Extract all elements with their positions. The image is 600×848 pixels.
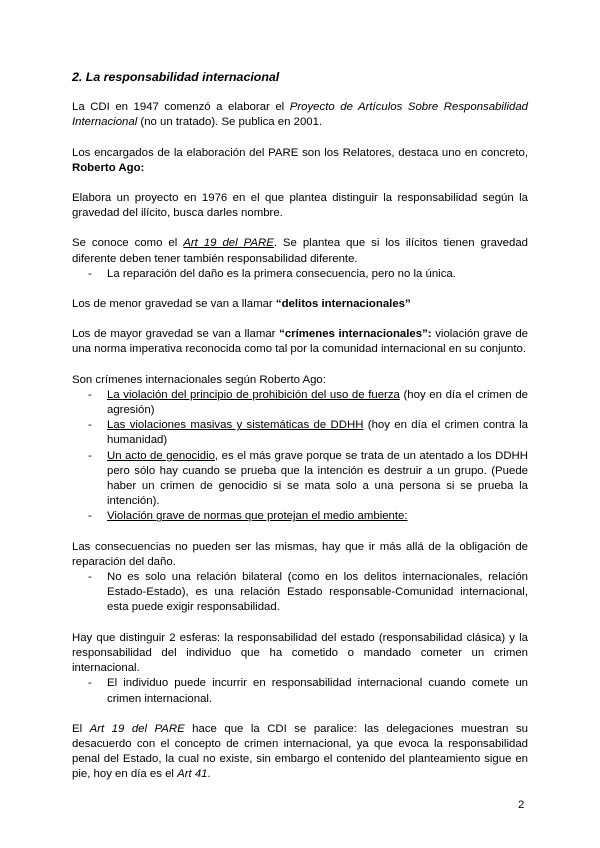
text-run: Los de menor gravedad se van a llamar xyxy=(72,298,276,311)
project-title: Proyecto de Artículos Sobre Responsabilidad Internacional xyxy=(72,101,528,129)
list-item-title: Violación grave de normas que protejan el medio ambiente: xyxy=(107,510,408,523)
paragraph-art-19 xyxy=(72,236,528,266)
paragraph-art-41 xyxy=(72,722,528,783)
text-run: (no un tratado). Se publica en 2001. xyxy=(137,116,323,129)
paragraph-crimenes-list-intro: Son crímenes internacionales según Roberto Ago: xyxy=(72,373,326,386)
paragraph-cdi-1947 xyxy=(72,100,528,130)
relator-name: Roberto Ago: xyxy=(72,161,145,174)
paragraph-esferas: Hay que distinguir 2 esferas: la responsabilidad del estado (responsabilidad clásica) y la responsabilidad del individuo que ha cometido o mandado cometer un crimen internacional. xyxy=(72,631,528,675)
list-item: - El individuo puede incurrir en responsabilidad internacional cuando comete un crimen internacional. xyxy=(72,676,528,706)
delitos-term: “delitos internacionales” xyxy=(275,298,411,311)
paragraph-proyecto-1976: Elabora un proyecto en 1976 en el que plantea distinguir la responsabilidad según la gravedad del ilícito, busca darles nombre. xyxy=(72,192,528,220)
text-run: Se conoce como el xyxy=(72,237,184,250)
art-41-reference: Art 41 xyxy=(177,768,208,781)
paragraph-crimenes xyxy=(72,327,528,357)
text-run: . Se plantea que si los ilícitos tienen gravedad diferente deben tener también responsabilidad diferente. xyxy=(72,237,529,265)
text-run: violación grave de una norma imperativa reconocida como tal por la comunidad internacional en su conjunto. xyxy=(72,328,528,356)
crimenes-term: “crímenes internacionales”: xyxy=(279,328,432,341)
section-heading: 2. La responsabilidad internacional xyxy=(72,70,280,84)
text-run: Los de mayor gravedad se van a llamar xyxy=(72,328,280,341)
art-19-reference: Art 19 del PARE xyxy=(183,237,274,250)
text-run: (hoy en día el crimen contra la humanidad) xyxy=(107,419,528,447)
text-run: . xyxy=(207,768,211,781)
art-19-list xyxy=(72,267,528,282)
list-item-title: La violación del principio de prohibición del uso de fuerza xyxy=(107,388,400,401)
text-run: Los encargados de la elaboración del PARE son los Relatores, destaca uno en concreto, xyxy=(72,146,528,159)
crimenes-list xyxy=(72,388,528,525)
list-item: - La reparación del daño es la primera consecuencia, pero no la única. xyxy=(72,267,528,282)
text-run: (hoy en día el crimen de agresión) xyxy=(107,388,528,417)
list-item-title: Un acto de genocidio xyxy=(107,449,215,462)
list-item xyxy=(72,509,528,524)
consecuencias-list xyxy=(72,570,528,616)
esferas-list xyxy=(72,676,528,706)
list-item-title: Las violaciones masivas y sistemáticas de DDHH xyxy=(107,419,364,432)
text-run: La CDI en 1947 comenzó a elaborar el xyxy=(72,101,290,114)
art-19-reference: Art 19 del PARE xyxy=(89,722,185,735)
paragraph-delitos xyxy=(72,297,528,312)
document-page xyxy=(72,70,528,783)
list-item xyxy=(72,418,528,448)
paragraph-relatores xyxy=(72,146,528,176)
text-run: El xyxy=(72,722,90,735)
page-number: 2 xyxy=(518,799,525,811)
list-item: - No es solo una relación bilateral (como en los delitos internacionales, relación Estado-Estado), es una relación Estado responsable-Comunidad internacional, esta puede exigir responsabilidad. xyxy=(72,570,528,616)
list-item xyxy=(72,449,528,510)
text-run: , es el más grave porque se trata de un atentado a los DDHH pero sólo hay cuando se prueba que la intención es destruir a un grupo. (Puede haber un crimen de genocidio si se mata solo a una persona si se prueba la intención). xyxy=(107,449,529,508)
text-run: hace que la CDI se paralice: las delegaciones muestran su desacuerdo con el concepto de crimen internacional, ya que evoca la responsabilidad penal del Estado, la cual no existe, sin embargo el contenido del planteamiento sigue en pie, hoy en día es el xyxy=(72,722,529,781)
paragraph-consecuencias: Las consecuencias no pueden ser las mismas, hay que ir más allá de la obligación de reparación del daño. xyxy=(72,540,528,568)
list-item xyxy=(72,388,528,418)
